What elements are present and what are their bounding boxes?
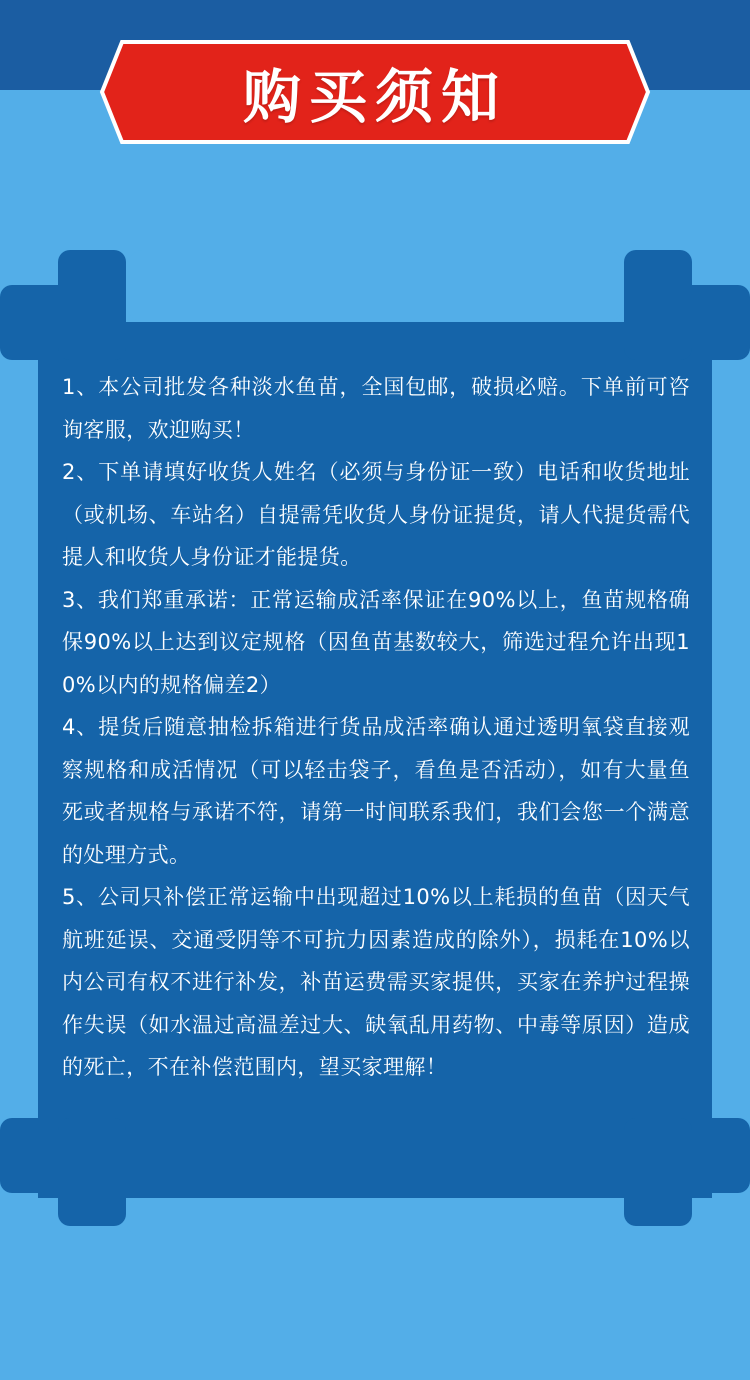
notice-item-3: 3、我们郑重承诺：正常运输成活率保证在90%以上，鱼苗规格确保90%以上达到议定规格（因鱼苗基数较大，筛选过程允许出现10%以内的规格偏差2） <box>62 587 690 697</box>
notice-item-4: 4、提货后随意抽检拆箱进行货品成活率确认通过透明氧袋直接观察规格和成活情况（可以轻击袋子，看鱼是否活动），如有大量鱼死或者规格与承诺不符，请第一时间联系我们，我们会您一个满意的处理方式。 <box>62 715 690 867</box>
page-title: 购买须知 <box>242 63 507 131</box>
purchase-notice-list <box>62 366 690 1089</box>
notice-item-2: 2、下单请填好收货人姓名（必须与身份证一致）电话和收货地址（或机场、车站名）自提需凭收货人身份证提货，请人代提货需代提人和收货人身份证才能提货。 <box>62 460 690 569</box>
notice-item-5: 5、公司只补偿正常运输中出现超过10%以上耗损的鱼苗（因天气航班延误、交通受阴等不可抗力因素造成的除外），损耗在10%以内公司有权不进行补发，补苗运费需买家提供，买家在养护过程操作失误（如水温过高温差过大、缺氧乱用药物、中毒等原因）造成的死亡，不在补偿范围内，望买家理解！ <box>62 885 690 1079</box>
notice-item-1: 1、本公司批发各种淡水鱼苗，全国包邮，破损必赔。下单前可咨询客服，欢迎购买！ <box>62 375 690 442</box>
